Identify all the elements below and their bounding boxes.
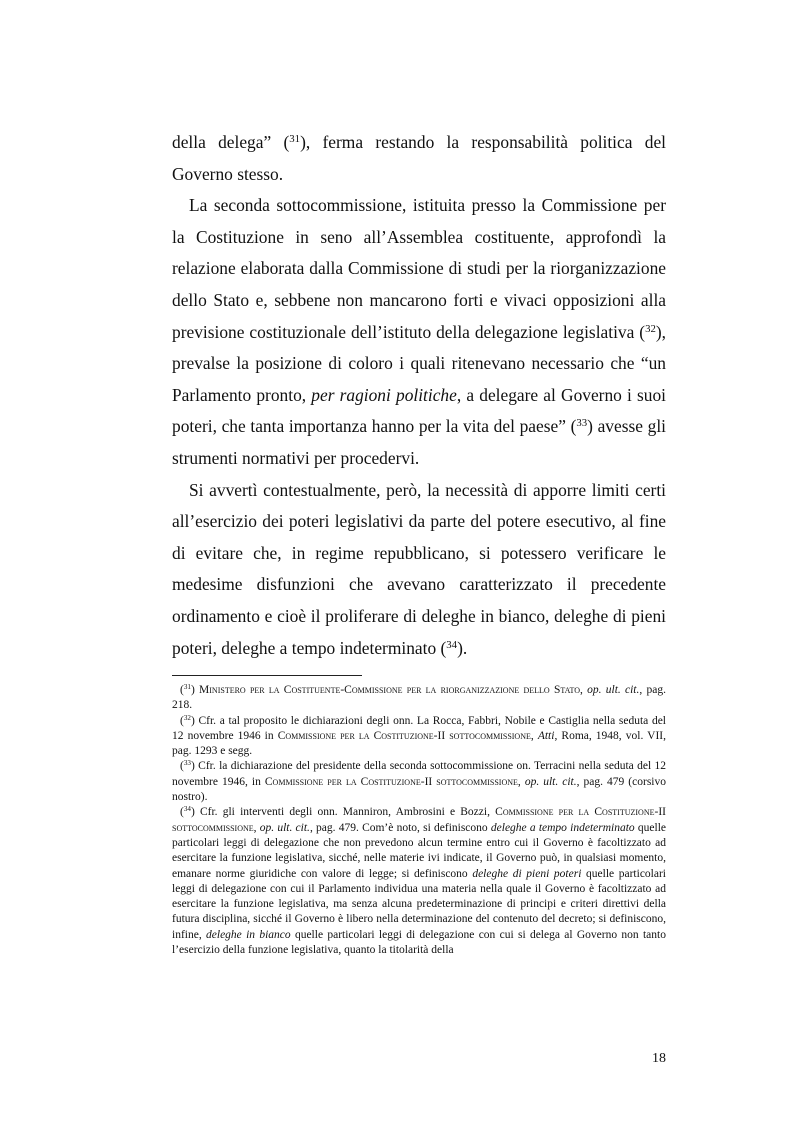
small-caps-text: Commissione per la Costituzione-II sottocommissione — [172, 806, 666, 834]
text-run: ( — [180, 806, 184, 819]
footnote-34 — [172, 805, 666, 958]
footnote-ref-33[interactable]: 33 — [576, 417, 588, 430]
footnote-separator — [172, 675, 362, 676]
text-run: , pag. 479 (corsivo nostro). — [172, 775, 666, 804]
text-run: , Roma, 1948, vol. VII, pag. 1293 e segg. — [172, 729, 667, 758]
footnote-ref-31[interactable]: 31 — [289, 133, 301, 146]
text-run: ( — [180, 684, 184, 696]
footnote-number: 34 — [183, 805, 191, 814]
footnotes — [172, 683, 666, 958]
paragraph-3 — [172, 475, 666, 665]
text-run: ) — [190, 684, 200, 696]
text-run: ) — [190, 806, 200, 819]
text-run: ) — [190, 714, 199, 727]
text-run: , pag. 479. Com’è noto, si definiscono — [309, 821, 491, 834]
footnote-31 — [172, 683, 666, 714]
text-run: , — [530, 729, 538, 742]
footnote-number: 33 — [183, 759, 191, 768]
italic-text: op. ult. cit. — [259, 821, 310, 834]
text-run: della delega” ( — [172, 132, 290, 152]
footnote-ref-34[interactable]: 34 — [446, 638, 458, 651]
italic-text: op. ult. cit. — [587, 684, 640, 696]
text-run: , pag. 218. — [172, 684, 666, 712]
italic-text: deleghe a tempo indeterminato — [490, 821, 635, 834]
italic-text: Atti — [537, 729, 555, 742]
text-run: Cfr. la dichiarazione del presidente della seconda sottocommissione on. Terracini nella seduta del 12 novembre 1946, in — [172, 760, 666, 788]
footnote-33 — [172, 759, 666, 805]
paragraph-1 — [172, 127, 666, 190]
text-run: ) — [190, 760, 199, 773]
footnote-ref-32[interactable]: 32 — [645, 322, 656, 335]
text-run: ( — [180, 714, 184, 727]
page-number: 18 — [652, 1051, 666, 1066]
small-caps-text: Ministero per la Costituente-Commissione per la riorganizzazione dello Stato — [199, 684, 580, 696]
text-run: ), prevalse la posizione di coloro i quali ritenevano necessario che “un Parlamento pronto, — [172, 321, 666, 405]
text-run: ). — [457, 637, 468, 658]
text-run: quelle particolari leggi di delegazione con cui si delega al Governo non tanto l’esercizio della funzione legislativa, quanto la titolarità della — [172, 928, 666, 957]
italic-text: deleghe di pieni poteri — [472, 867, 582, 880]
text-run: Cfr. a tal proposito le dichiarazioni degli onn. La Rocca, Fabbri, Nobile e Castiglia nella seduta del 12 novembre 1946 in — [172, 714, 666, 742]
text-run: ) avesse gli strumenti normativi per procedervi. — [172, 416, 666, 468]
small-caps-text: Commissione per la Costituzione-II sottocommissione — [264, 775, 518, 788]
text-run: quelle particolari leggi di delegazione che non prevedono alcun termine entro cui il Governo è facoltizzato ad esercitare la funzione legislativa, sicché, nelle materie ivi indicate, il Governo può, in qualsiasi momento, emanare norme giuridiche con valore di legge; si definiscono — [172, 821, 666, 880]
paragraph-2 — [172, 190, 666, 474]
main-text — [172, 127, 666, 664]
footnote-number: 31 — [183, 683, 191, 692]
italic-text: per ragioni politiche — [311, 384, 457, 405]
text-run: ), ferma restando la responsabilità politica del Governo stesso. — [172, 132, 666, 184]
text-run: , — [580, 684, 588, 696]
text-run: Si avvertì contestualmente, però, la necessità di apporre limiti certi all’esercizio dei poteri legislativi da parte del potere esecutivo, al fine di evitare che, in regime repubblicano, si potessero verificare le medesime disfunzioni che avevano caratterizzato il precedente ordinamento e cioè il proliferare di deleghe in bianco, deleghe di pieni poteri, deleghe a tempo indeterminato ( — [172, 479, 666, 658]
text-run: , — [253, 821, 260, 834]
text-run: ( — [180, 760, 184, 773]
text-run: Cfr. gli interventi degli onn. Manniron, Ambrosini e Bozzi, — [199, 806, 496, 819]
italic-text: deleghe in bianco — [206, 928, 291, 941]
text-run: La seconda sottocommissione, istituita presso la Commissione per la Costituzione in seno all’Assemblea costituente, approfondì la relazione elaborata dalla Commissione di studi per la riorganizzazione dello Stato e, sebbene non mancarono forti e vivaci opposizioni alla previsione costituzionale dell’istituto della delegazione legislativa ( — [172, 195, 666, 342]
small-caps-text: Commissione per la Costituzione-II sottocommissione — [277, 729, 531, 742]
footnote-number: 32 — [183, 713, 191, 722]
text-run: , — [517, 775, 525, 788]
footnote-32 — [172, 714, 666, 760]
text-run: quelle particolari leggi di delegazione con cui il Parlamento individua una materia nella quale il Governo è facoltizzato ad esercitare la funzione legislativa, ma senza alcuna predeterminazione di principi e criteri direttivi della futura disciplina, sicché il Governo è libero nella determinazione del contenuto del decreto; si definiscono, infine, — [172, 867, 667, 941]
italic-text: op. ult. cit. — [524, 775, 577, 788]
text-run: , a delegare al Governo i suoi poteri, che tanta importanza hanno per la vita del paese” ( — [172, 384, 666, 437]
